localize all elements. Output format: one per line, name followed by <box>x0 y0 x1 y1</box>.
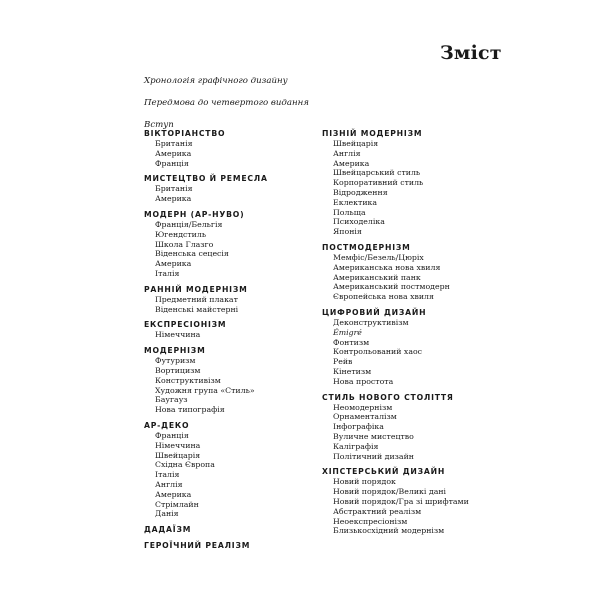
section-heading: ВІКТОРІАНСТВО <box>144 129 226 138</box>
section-item: Кінетизм <box>333 366 372 376</box>
section-heading: ХІПСТЕРСЬКИЙ ДИЗАЙН <box>322 467 446 477</box>
section-item: Японія <box>333 227 362 237</box>
toc-section <box>144 525 294 539</box>
section-heading: СТИЛЬ НОВОГО СТОЛІТТЯ <box>322 392 454 402</box>
section-item: Каліграфія <box>333 441 379 451</box>
section-item: Британія <box>155 139 193 148</box>
section-item: Нова типографія <box>155 405 225 415</box>
section-heading: ГЕРОЇЧНИЙ РЕАЛІЗМ <box>144 541 251 551</box>
section-item: Югендстиль <box>155 229 207 239</box>
section-item: Психоделіка <box>333 217 385 227</box>
front-matter-item: Вступ <box>144 120 174 130</box>
section-item: Америка <box>155 194 192 204</box>
toc-section <box>322 467 472 540</box>
section-item: Європейська нова хвиля <box>333 292 434 302</box>
section-heading: МОДЕРН (АР-НУВО) <box>144 209 245 219</box>
section-heading: АР-ДЕКО <box>144 420 190 430</box>
page-title: Зміст <box>440 42 502 64</box>
section-item: Конструктивізм <box>155 375 221 385</box>
section-item: Східна Європа <box>155 460 215 470</box>
section-item: Польща <box>333 207 366 217</box>
section-item: Інфографіка <box>333 422 384 432</box>
section-item: Нова простота <box>333 376 394 386</box>
section-item: Італія <box>155 470 180 480</box>
section-item: Америка <box>333 158 370 168</box>
toc-section <box>322 308 472 391</box>
section-item: Орнаменталізм <box>333 412 397 422</box>
section-heading: ЦИФРОВИЙ ДИЗАЙН <box>322 307 427 317</box>
section-heading: ЕКСПРЕСІОНІЗМ <box>144 320 227 330</box>
section-item: Корпоративний стиль <box>333 178 424 188</box>
section-item: Близькосхідний модернізм <box>333 526 445 536</box>
section-item: Вортицизм <box>155 365 201 375</box>
section-item: Новий порядок/Великі дані <box>333 487 447 497</box>
section-item: Контрольований хаос <box>333 347 423 357</box>
section-item: Еклектика <box>333 197 378 207</box>
toc-section <box>144 346 294 419</box>
section-item: Швейцарія <box>155 450 201 460</box>
toc-section <box>144 421 294 523</box>
toc-section <box>322 393 472 466</box>
section-heading: ПІЗНІЙ МОДЕРНІЗМ <box>322 129 423 138</box>
toc-section <box>144 210 294 283</box>
section-item: Франція <box>155 430 189 440</box>
section-item: Стрімлайн <box>155 499 199 509</box>
section-item: Предметний плакат <box>155 294 238 304</box>
toc-left-column <box>144 127 294 555</box>
section-item: Американський панк <box>333 272 421 282</box>
section-item: Німеччина <box>155 330 201 340</box>
section-item: Англія <box>333 148 361 158</box>
section-item: Художня група «Стиль» <box>155 385 255 395</box>
toc-section <box>144 174 294 208</box>
toc-section <box>144 541 294 555</box>
section-heading: ДАДАЇЗМ <box>144 525 192 535</box>
section-item: Франція <box>155 158 189 168</box>
section-item: Школа Глазго <box>155 239 214 249</box>
section-heading: МОДЕРНІЗМ <box>144 346 206 356</box>
section-item: Америка <box>155 489 192 499</box>
section-item: Швейцарський стиль <box>333 168 421 178</box>
front-matter-item: Передмова до четвертого видання <box>144 98 309 108</box>
section-item: Італія <box>155 268 180 278</box>
section-item: Рейв <box>333 357 353 367</box>
section-item: Новий порядок <box>333 477 396 487</box>
section-item: Політичний дизайн <box>333 451 414 461</box>
section-item: Відродження <box>333 187 388 197</box>
toc-section <box>144 129 294 172</box>
section-item: Німеччина <box>155 440 201 450</box>
toc-section <box>322 129 472 241</box>
section-item: Баугауз <box>155 395 188 405</box>
toc-section <box>144 320 294 344</box>
toc-section <box>144 285 294 319</box>
section-heading: ПОСТМОДЕРНІЗМ <box>322 242 411 252</box>
section-item: Émigré <box>333 327 362 337</box>
section-item: Віденська сецесія <box>155 249 229 259</box>
section-item: Британія <box>155 184 193 194</box>
front-matter-item: Хронологія графічного дизайну <box>144 76 288 86</box>
toc-section <box>322 243 472 306</box>
section-heading: РАННІЙ МОДЕРНІЗМ <box>144 284 248 294</box>
section-item: Фонтизм <box>333 337 370 347</box>
section-item: Неоекспресіонізм <box>333 516 408 526</box>
section-item: Американська нова хвиля <box>333 262 441 272</box>
section-item: Вуличне мистецтво <box>333 431 414 441</box>
section-item: Мемфіс/Безель/Цюріх <box>333 252 424 262</box>
section-item: Швейцарія <box>333 139 379 148</box>
section-item: Віденські майстерні <box>155 304 239 314</box>
section-item: Новий порядок/Гра зі шрифтами <box>333 496 469 506</box>
toc-right-column <box>322 127 472 540</box>
section-item: Америка <box>155 148 192 158</box>
section-item: Англія <box>155 479 183 489</box>
section-item: Франція/Бельгія <box>155 219 223 229</box>
section-item: Футуризм <box>155 356 196 366</box>
section-item: Абстрактний реалізм <box>333 506 422 516</box>
section-heading: МИСТЕЦТВО Й РЕМЕСЛА <box>144 174 268 184</box>
section-item: Американський постмодерн <box>333 282 450 292</box>
section-item: Деконструктивізм <box>333 317 409 327</box>
section-item: Неомодернізм <box>333 402 393 412</box>
section-item: Америка <box>155 259 192 269</box>
section-item: Данія <box>155 509 179 519</box>
